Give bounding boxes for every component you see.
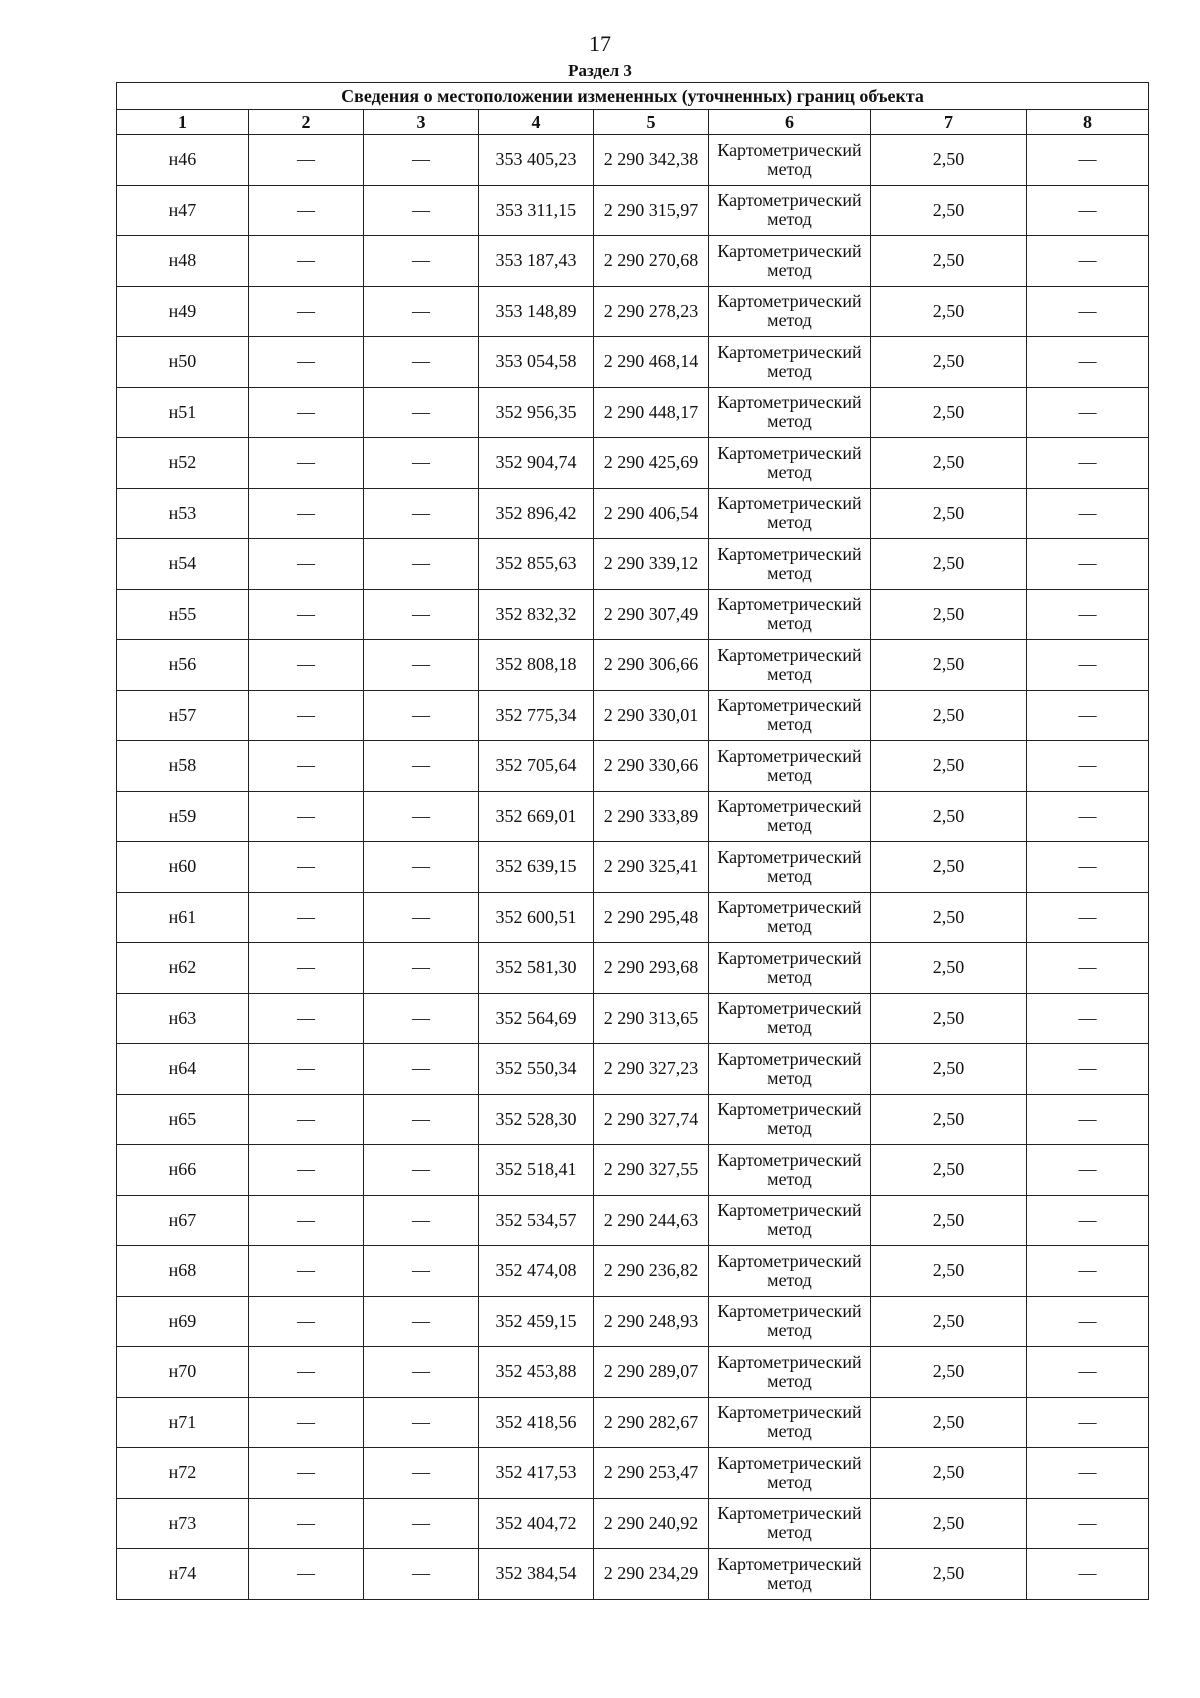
point-cell: н69 <box>117 1296 249 1347</box>
empty-cell: — <box>364 1498 479 1549</box>
y-coordinate-cell: 2 290 342,38 <box>594 135 709 186</box>
empty-cell: — <box>364 1448 479 1499</box>
accuracy-cell: 2,50 <box>871 1549 1027 1600</box>
x-coordinate-cell: 353 148,89 <box>479 286 594 337</box>
accuracy-cell: 2,50 <box>871 690 1027 741</box>
y-coordinate-cell: 2 290 289,07 <box>594 1347 709 1398</box>
point-cell: н58 <box>117 741 249 792</box>
x-coordinate-cell: 352 453,88 <box>479 1347 594 1398</box>
table-row <box>117 690 1149 741</box>
method-cell: Картометрический метод <box>709 640 871 691</box>
x-coordinate-cell: 353 311,15 <box>479 185 594 236</box>
table-row <box>117 135 1149 186</box>
table-row <box>117 1094 1149 1145</box>
empty-cell: — <box>1027 539 1149 590</box>
y-coordinate-cell: 2 290 306,66 <box>594 640 709 691</box>
point-cell: н63 <box>117 993 249 1044</box>
empty-cell: — <box>364 993 479 1044</box>
table-row <box>117 1549 1149 1600</box>
point-cell: н55 <box>117 589 249 640</box>
x-coordinate-cell: 352 518,41 <box>479 1145 594 1196</box>
empty-cell: — <box>364 438 479 489</box>
column-numbers-row <box>117 110 1149 135</box>
empty-cell: — <box>364 1044 479 1095</box>
empty-cell: — <box>1027 185 1149 236</box>
accuracy-cell: 2,50 <box>871 943 1027 994</box>
table-row <box>117 185 1149 236</box>
table-row <box>117 791 1149 842</box>
method-cell: Картометрический метод <box>709 1347 871 1398</box>
x-coordinate-cell: 352 528,30 <box>479 1094 594 1145</box>
method-cell: Картометрический метод <box>709 387 871 438</box>
empty-cell: — <box>1027 1195 1149 1246</box>
x-coordinate-cell: 352 418,56 <box>479 1397 594 1448</box>
accuracy-cell: 2,50 <box>871 1044 1027 1095</box>
point-cell: н71 <box>117 1397 249 1448</box>
empty-cell: — <box>1027 1498 1149 1549</box>
point-cell: н46 <box>117 135 249 186</box>
empty-cell: — <box>364 1347 479 1398</box>
table-body <box>117 135 1149 1600</box>
method-cell: Картометрический метод <box>709 1498 871 1549</box>
point-cell: н53 <box>117 488 249 539</box>
empty-cell: — <box>1027 1094 1149 1145</box>
accuracy-cell: 2,50 <box>871 539 1027 590</box>
method-cell: Картометрический метод <box>709 1094 871 1145</box>
y-coordinate-cell: 2 290 278,23 <box>594 286 709 337</box>
empty-cell: — <box>249 1094 364 1145</box>
empty-cell: — <box>249 993 364 1044</box>
y-coordinate-cell: 2 290 293,68 <box>594 943 709 994</box>
x-coordinate-cell: 353 054,58 <box>479 337 594 388</box>
empty-cell: — <box>364 539 479 590</box>
y-coordinate-cell: 2 290 244,63 <box>594 1195 709 1246</box>
empty-cell: — <box>249 1246 364 1297</box>
accuracy-cell: 2,50 <box>871 236 1027 287</box>
point-cell: н54 <box>117 539 249 590</box>
table-row <box>117 1044 1149 1095</box>
table-row <box>117 1448 1149 1499</box>
x-coordinate-cell: 353 405,23 <box>479 135 594 186</box>
empty-cell: — <box>249 842 364 893</box>
empty-cell: — <box>249 1347 364 1398</box>
accuracy-cell: 2,50 <box>871 1145 1027 1196</box>
method-cell: Картометрический метод <box>709 1145 871 1196</box>
empty-cell: — <box>249 438 364 489</box>
point-cell: н52 <box>117 438 249 489</box>
y-coordinate-cell: 2 290 327,74 <box>594 1094 709 1145</box>
method-cell: Картометрический метод <box>709 488 871 539</box>
empty-cell: — <box>364 842 479 893</box>
table-row <box>117 286 1149 337</box>
table-row <box>117 842 1149 893</box>
table-row <box>117 337 1149 388</box>
column-number: 2 <box>249 110 364 135</box>
x-coordinate-cell: 353 187,43 <box>479 236 594 287</box>
empty-cell: — <box>1027 1246 1149 1297</box>
point-cell: н65 <box>117 1094 249 1145</box>
empty-cell: — <box>1027 589 1149 640</box>
column-number: 7 <box>871 110 1027 135</box>
accuracy-cell: 2,50 <box>871 1498 1027 1549</box>
empty-cell: — <box>249 1397 364 1448</box>
empty-cell: — <box>1027 943 1149 994</box>
empty-cell: — <box>249 1296 364 1347</box>
column-number: 5 <box>594 110 709 135</box>
empty-cell: — <box>364 488 479 539</box>
empty-cell: — <box>249 1044 364 1095</box>
empty-cell: — <box>1027 337 1149 388</box>
method-cell: Картометрический метод <box>709 286 871 337</box>
method-cell: Картометрический метод <box>709 1549 871 1600</box>
method-cell: Картометрический метод <box>709 135 871 186</box>
point-cell: н47 <box>117 185 249 236</box>
method-cell: Картометрический метод <box>709 791 871 842</box>
accuracy-cell: 2,50 <box>871 1448 1027 1499</box>
y-coordinate-cell: 2 290 339,12 <box>594 539 709 590</box>
table-row <box>117 589 1149 640</box>
empty-cell: — <box>364 741 479 792</box>
method-cell: Картометрический метод <box>709 539 871 590</box>
empty-cell: — <box>1027 1145 1149 1196</box>
table-row <box>117 438 1149 489</box>
empty-cell: — <box>1027 438 1149 489</box>
empty-cell: — <box>1027 892 1149 943</box>
accuracy-cell: 2,50 <box>871 387 1027 438</box>
empty-cell: — <box>249 1145 364 1196</box>
table-row <box>117 741 1149 792</box>
x-coordinate-cell: 352 705,64 <box>479 741 594 792</box>
x-coordinate-cell: 352 417,53 <box>479 1448 594 1499</box>
page-number: 17 <box>589 31 611 56</box>
table-row <box>117 1347 1149 1398</box>
table-row <box>117 1195 1149 1246</box>
y-coordinate-cell: 2 290 327,55 <box>594 1145 709 1196</box>
table-row <box>117 387 1149 438</box>
empty-cell: — <box>249 791 364 842</box>
accuracy-cell: 2,50 <box>871 1347 1027 1398</box>
x-coordinate-cell: 352 581,30 <box>479 943 594 994</box>
empty-cell: — <box>364 1246 479 1297</box>
y-coordinate-cell: 2 290 295,48 <box>594 892 709 943</box>
x-coordinate-cell: 352 855,63 <box>479 539 594 590</box>
y-coordinate-cell: 2 290 248,93 <box>594 1296 709 1347</box>
accuracy-cell: 2,50 <box>871 589 1027 640</box>
y-coordinate-cell: 2 290 253,47 <box>594 1448 709 1499</box>
empty-cell: — <box>1027 1044 1149 1095</box>
point-cell: н61 <box>117 892 249 943</box>
accuracy-cell: 2,50 <box>871 1246 1027 1297</box>
empty-cell: — <box>249 135 364 186</box>
table-row <box>117 943 1149 994</box>
y-coordinate-cell: 2 290 406,54 <box>594 488 709 539</box>
empty-cell: — <box>249 1498 364 1549</box>
table-row <box>117 1397 1149 1448</box>
empty-cell: — <box>249 337 364 388</box>
accuracy-cell: 2,50 <box>871 337 1027 388</box>
point-cell: н59 <box>117 791 249 842</box>
point-cell: н67 <box>117 1195 249 1246</box>
empty-cell: — <box>364 1195 479 1246</box>
table-row <box>117 488 1149 539</box>
empty-cell: — <box>1027 236 1149 287</box>
x-coordinate-cell: 352 639,15 <box>479 842 594 893</box>
point-cell: н60 <box>117 842 249 893</box>
accuracy-cell: 2,50 <box>871 640 1027 691</box>
empty-cell: — <box>364 1296 479 1347</box>
column-number: 3 <box>364 110 479 135</box>
empty-cell: — <box>364 791 479 842</box>
empty-cell: — <box>364 690 479 741</box>
method-cell: Картометрический метод <box>709 943 871 994</box>
empty-cell: — <box>1027 286 1149 337</box>
point-cell: н74 <box>117 1549 249 1600</box>
method-cell: Картометрический метод <box>709 337 871 388</box>
column-number: 8 <box>1027 110 1149 135</box>
accuracy-cell: 2,50 <box>871 842 1027 893</box>
y-coordinate-cell: 2 290 325,41 <box>594 842 709 893</box>
method-cell: Картометрический метод <box>709 1397 871 1448</box>
table-row <box>117 892 1149 943</box>
empty-cell: — <box>1027 1549 1149 1600</box>
empty-cell: — <box>1027 1296 1149 1347</box>
point-cell: н51 <box>117 387 249 438</box>
table-header <box>117 83 1149 135</box>
method-cell: Картометрический метод <box>709 236 871 287</box>
empty-cell: — <box>249 1195 364 1246</box>
empty-cell: — <box>364 1397 479 1448</box>
accuracy-cell: 2,50 <box>871 185 1027 236</box>
point-cell: н49 <box>117 286 249 337</box>
x-coordinate-cell: 352 550,34 <box>479 1044 594 1095</box>
method-cell: Картометрический метод <box>709 741 871 792</box>
empty-cell: — <box>1027 741 1149 792</box>
y-coordinate-cell: 2 290 330,01 <box>594 690 709 741</box>
column-number: 4 <box>479 110 594 135</box>
point-cell: н57 <box>117 690 249 741</box>
y-coordinate-cell: 2 290 330,66 <box>594 741 709 792</box>
x-coordinate-cell: 352 956,35 <box>479 387 594 438</box>
y-coordinate-cell: 2 290 425,69 <box>594 438 709 489</box>
accuracy-cell: 2,50 <box>871 438 1027 489</box>
accuracy-cell: 2,50 <box>871 791 1027 842</box>
method-cell: Картометрический метод <box>709 1296 871 1347</box>
column-number: 1 <box>117 110 249 135</box>
empty-cell: — <box>249 741 364 792</box>
table-row <box>117 1498 1149 1549</box>
method-cell: Картометрический метод <box>709 185 871 236</box>
method-cell: Картометрический метод <box>709 1448 871 1499</box>
empty-cell: — <box>364 1094 479 1145</box>
empty-cell: — <box>1027 842 1149 893</box>
empty-cell: — <box>1027 1397 1149 1448</box>
y-coordinate-cell: 2 290 236,82 <box>594 1246 709 1297</box>
empty-cell: — <box>364 286 479 337</box>
empty-cell: — <box>1027 488 1149 539</box>
empty-cell: — <box>249 539 364 590</box>
empty-cell: — <box>1027 387 1149 438</box>
point-cell: н62 <box>117 943 249 994</box>
accuracy-cell: 2,50 <box>871 1397 1027 1448</box>
method-cell: Картометрический метод <box>709 690 871 741</box>
accuracy-cell: 2,50 <box>871 1094 1027 1145</box>
empty-cell: — <box>1027 1347 1149 1398</box>
table-caption: Сведения о местоположении измененных (уточненных) границ объекта <box>117 83 1149 110</box>
method-cell: Картометрический метод <box>709 589 871 640</box>
table-row <box>117 993 1149 1044</box>
empty-cell: — <box>364 640 479 691</box>
empty-cell: — <box>249 185 364 236</box>
empty-cell: — <box>249 236 364 287</box>
table-row <box>117 539 1149 590</box>
table-row <box>117 236 1149 287</box>
accuracy-cell: 2,50 <box>871 1195 1027 1246</box>
point-cell: н72 <box>117 1448 249 1499</box>
empty-cell: — <box>249 690 364 741</box>
y-coordinate-cell: 2 290 307,49 <box>594 589 709 640</box>
point-cell: н64 <box>117 1044 249 1095</box>
x-coordinate-cell: 352 832,32 <box>479 589 594 640</box>
coordinates-table <box>116 82 1149 1600</box>
table-row <box>117 1296 1149 1347</box>
x-coordinate-cell: 352 808,18 <box>479 640 594 691</box>
x-coordinate-cell: 352 564,69 <box>479 993 594 1044</box>
point-cell: н48 <box>117 236 249 287</box>
empty-cell: — <box>249 943 364 994</box>
method-cell: Картометрический метод <box>709 1195 871 1246</box>
empty-cell: — <box>364 1549 479 1600</box>
x-coordinate-cell: 352 459,15 <box>479 1296 594 1347</box>
y-coordinate-cell: 2 290 313,65 <box>594 993 709 1044</box>
point-cell: н68 <box>117 1246 249 1297</box>
y-coordinate-cell: 2 290 327,23 <box>594 1044 709 1095</box>
point-cell: н56 <box>117 640 249 691</box>
empty-cell: — <box>249 1448 364 1499</box>
empty-cell: — <box>1027 640 1149 691</box>
point-cell: н73 <box>117 1498 249 1549</box>
accuracy-cell: 2,50 <box>871 892 1027 943</box>
y-coordinate-cell: 2 290 333,89 <box>594 791 709 842</box>
empty-cell: — <box>1027 993 1149 1044</box>
x-coordinate-cell: 352 904,74 <box>479 438 594 489</box>
x-coordinate-cell: 352 775,34 <box>479 690 594 741</box>
empty-cell: — <box>364 943 479 994</box>
point-cell: н50 <box>117 337 249 388</box>
empty-cell: — <box>249 286 364 337</box>
empty-cell: — <box>249 1549 364 1600</box>
x-coordinate-cell: 352 404,72 <box>479 1498 594 1549</box>
section-title: Раздел 3 <box>568 61 632 80</box>
x-coordinate-cell: 352 474,08 <box>479 1246 594 1297</box>
empty-cell: — <box>249 488 364 539</box>
column-number: 6 <box>709 110 871 135</box>
point-cell: н66 <box>117 1145 249 1196</box>
empty-cell: — <box>249 892 364 943</box>
empty-cell: — <box>364 236 479 287</box>
accuracy-cell: 2,50 <box>871 135 1027 186</box>
empty-cell: — <box>1027 791 1149 842</box>
point-cell: н70 <box>117 1347 249 1398</box>
empty-cell: — <box>1027 1448 1149 1499</box>
y-coordinate-cell: 2 290 240,92 <box>594 1498 709 1549</box>
accuracy-cell: 2,50 <box>871 286 1027 337</box>
empty-cell: — <box>1027 135 1149 186</box>
y-coordinate-cell: 2 290 234,29 <box>594 1549 709 1600</box>
empty-cell: — <box>364 387 479 438</box>
x-coordinate-cell: 352 600,51 <box>479 892 594 943</box>
accuracy-cell: 2,50 <box>871 741 1027 792</box>
table-row <box>117 1246 1149 1297</box>
empty-cell: — <box>364 135 479 186</box>
y-coordinate-cell: 2 290 468,14 <box>594 337 709 388</box>
x-coordinate-cell: 352 534,57 <box>479 1195 594 1246</box>
accuracy-cell: 2,50 <box>871 488 1027 539</box>
method-cell: Картометрический метод <box>709 438 871 489</box>
y-coordinate-cell: 2 290 315,97 <box>594 185 709 236</box>
x-coordinate-cell: 352 896,42 <box>479 488 594 539</box>
y-coordinate-cell: 2 290 270,68 <box>594 236 709 287</box>
empty-cell: — <box>249 589 364 640</box>
empty-cell: — <box>364 337 479 388</box>
empty-cell: — <box>249 640 364 691</box>
accuracy-cell: 2,50 <box>871 1296 1027 1347</box>
method-cell: Картометрический метод <box>709 993 871 1044</box>
table-row <box>117 1145 1149 1196</box>
empty-cell: — <box>364 1145 479 1196</box>
x-coordinate-cell: 352 384,54 <box>479 1549 594 1600</box>
method-cell: Картометрический метод <box>709 1044 871 1095</box>
y-coordinate-cell: 2 290 282,67 <box>594 1397 709 1448</box>
empty-cell: — <box>364 185 479 236</box>
empty-cell: — <box>364 589 479 640</box>
accuracy-cell: 2,50 <box>871 993 1027 1044</box>
empty-cell: — <box>249 387 364 438</box>
empty-cell: — <box>1027 690 1149 741</box>
y-coordinate-cell: 2 290 448,17 <box>594 387 709 438</box>
empty-cell: — <box>364 892 479 943</box>
method-cell: Картометрический метод <box>709 1246 871 1297</box>
x-coordinate-cell: 352 669,01 <box>479 791 594 842</box>
method-cell: Картометрический метод <box>709 892 871 943</box>
method-cell: Картометрический метод <box>709 842 871 893</box>
table-row <box>117 640 1149 691</box>
